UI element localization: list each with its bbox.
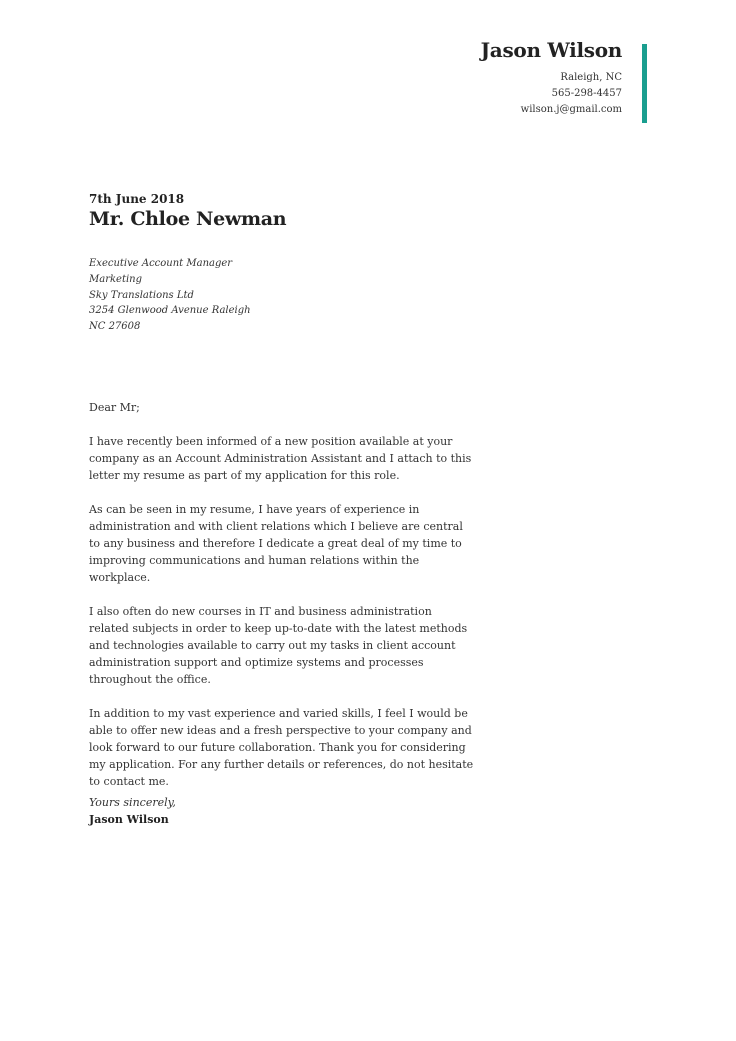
letter-date: 7th June 2018 [89, 192, 185, 206]
letter-body [89, 399, 474, 807]
letter-paragraph: As can be seen in my resume, I have years of experience in administration and with client relations which I believe are central to any business and therefore I dedicate a great deal of my time to improving communications and human relations within the workplace. [89, 503, 463, 584]
closing-phrase: Yours sincerely, [89, 796, 176, 809]
address-line: NC 27608 [89, 321, 141, 333]
sender-location: Raleigh, NC [560, 72, 622, 83]
letter-paragraph: I also often do new courses in IT and business administration related subjects in order to keep up-to-date with the latest methods and technologies available to carry out my tasks in client account administration support and optimize systems and processes throughout the office. [89, 605, 468, 686]
address-line: Marketing [89, 273, 143, 285]
accent-bar [642, 44, 647, 123]
letter-paragraph: In addition to my vast experience and varied skills, I feel I would be able to offer new ideas and a fresh perspective to your company and look forward to our future collaboration. Thank you for considering my application. For any further details or references, do not hesitate to contact me. [89, 707, 474, 788]
letter-paragraph: I have recently been informed of a new position available at your company as an Account Administration Assistant and I attach to this letter my resume as part of my application for this role. [89, 435, 472, 482]
recipient-name: Mr. Chloe Newman [89, 208, 287, 230]
address-line: Executive Account Manager [89, 258, 233, 269]
sender-name: Jason Wilson [480, 38, 622, 62]
salutation: Dear Mr; [89, 401, 140, 414]
sender-email: wilson.j@gmail.com [520, 104, 622, 115]
address-line: Sky Translations Ltd [89, 289, 194, 301]
address-line: 3254 Glenwood Avenue Raleigh [89, 305, 251, 317]
sender-header [481, 38, 622, 118]
recipient-address [89, 256, 251, 335]
signature: Jason Wilson [89, 813, 169, 826]
recipient-block [89, 192, 286, 230]
closing-block [89, 794, 176, 828]
sender-phone: 565-298-4457 [551, 88, 622, 99]
